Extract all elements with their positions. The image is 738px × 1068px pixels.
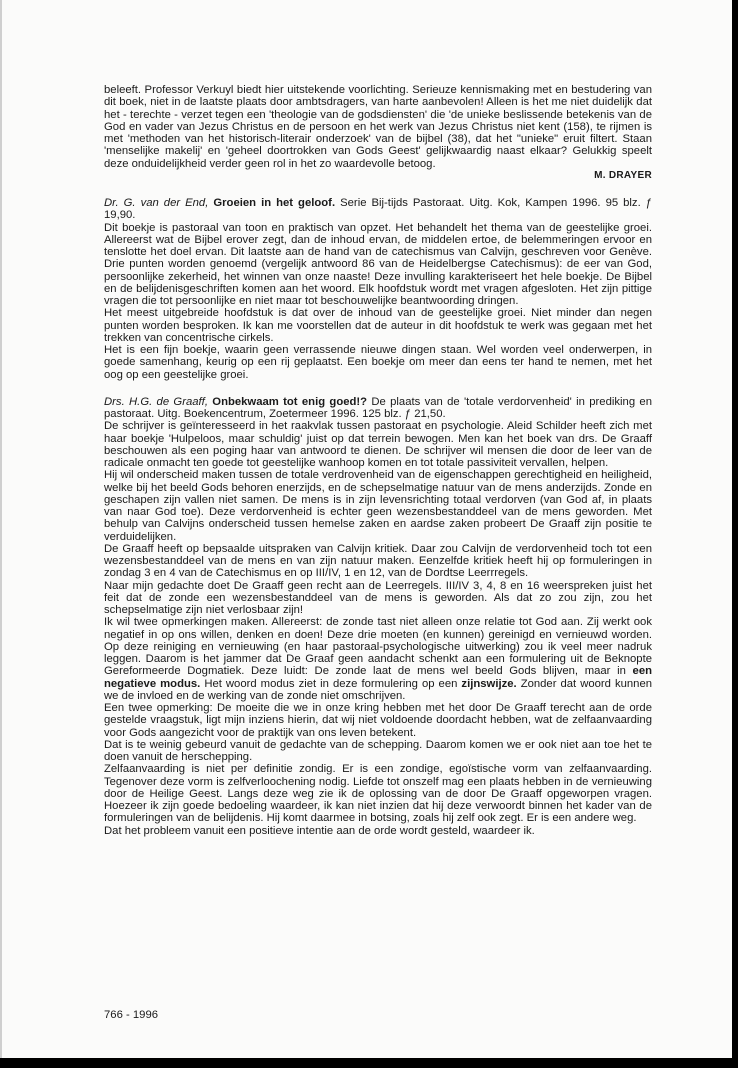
review3-paragraph: De schrijver is geïnteresseerd in het raakvlak tussen pastoraat en psychologie. Aleid Schilder heeft zich met haar boekje 'Hulpeloos, maar schuldig' juist op dat terrein bewogen. Men kan het boek van drs. De Graaff beschouwen als een poging haar van antwoord te dienen. De schrijver wil mensen die door de leer van de radicale onmacht ten goede tot geestelijke wanhoop komen en tot totale passiviteit vervallen, helpen. <box>104 420 652 469</box>
review3-title: Onbekwaam tot enig goed!? <box>212 395 368 408</box>
review3-author: Drs. H.G. de Graaff, <box>104 395 208 408</box>
review2-author: Dr. G. van der End, <box>104 197 209 209</box>
review2-heading <box>104 197 652 222</box>
review3-paragraph: Een twee opmerking: De moeite die we in onze kring hebben met het door De Graaff terecht aan de orde gestelde vraagstuk, ligt mijn inziens hierin, dat wij niet voldoende doordacht hebben, wat de zelfaanvaarding voor Gods aangezicht voor de praktijk van ons leven betekent. <box>104 702 652 739</box>
section-gap <box>104 381 652 396</box>
review3-paragraph: Naar mijn gedachte doet De Graaff geen recht aan de Leerregels. III/IV 3, 4, 8 en 16 weerspreken juist het feit dat de zonde een wezensbestanddeel van de mens is geworden. Als dat zo zou zijn, zou het schepselmatige zijn niet verlosbaar zijn! <box>104 579 652 616</box>
review2-title: Groeien in het geloof. <box>213 197 336 209</box>
review1-signature: M. DRAYER <box>594 169 652 181</box>
review3-p5-text: Zonder dat woord kunnen we de invloed en de werking van de zonde niet omschrijven. <box>104 677 653 702</box>
review3-p5-text: Het woord modus ziet in deze formulering op een <box>204 677 458 690</box>
review3-paragraph: Zelfaanvaarding is niet per definitie zondig. Er is een zondige, egoïstische vorm van zelfaanvaarding. Tegenover deze vorm is zelfverloochening nodig. Liefde tot onszelf mag een plaats hebben in de vernieuwing door de Heilige Geest. Langs deze weg zie ik de oplossing van de door De Graaff opgeworpen vragen. Hoezeer ik zijn goede bedoeling waardeer, ik kan niet inzien dat hij deze verwoordt binnen het kader van de formuleringen van de belijdenis. Hij komt daarmee in botsing, zoals hij zelf ook zegt. Er is een andere weg. <box>104 763 652 825</box>
review3-p5-bold-zijnswijze: zijnswijze. <box>461 677 517 690</box>
review3-p5-text: Ik wil twee opmerkingen maken. Allereerst: de zonde tast niet alleen onze relatie tot God aan. Zij werkt ook negatief in op ons willen, denken en doen! Deze drie moeten (en kunnen) gereinigd en vernieuwd worden. Op deze reiniging en vernieuwing (en haar pastoraal-psychologische uitwerking) zou ik veel meer nadruk leggen. Daarom is het jammer dat De Graaf geen aandacht schenkt aan een formulering uit de Beknopte Gereformeerde Dogmatiek. Deze luidt: De zonde laat de mens wel beeld Gods blijven, maar in <box>104 616 652 678</box>
review2-paragraph: Het is een fijn boekje, waarin geen verrassende nieuwe dingen staan. Wel worden veel onderwerpen, in goede samenhang, keurig op een rij geplaatst. Een boekje om meer dan eens ter hand te nemen, met het oog op een geestelijke groei. <box>104 344 652 381</box>
review3-paragraph: Dat is te weinig gebeurd vanuit de gedachte van de schepping. Daarom komen we er ook niet aan toe het te doen vanuit de herschepping. <box>104 738 652 763</box>
review3-p5-bold-modus: een negatieve modus. <box>104 665 653 690</box>
review3-paragraph-emphasis <box>104 616 652 702</box>
review3-paragraph: De Graaff heeft op bepsaalde uitspraken van Calvijn kritiek. Daar zou Calvijn de verdorvenheid toch tot een wezensbestanddeel van de mens en van zijn natuur maken. Eenzelfde kritiek heeft hij op formuleringen in zondag 3 en 4 van de Catechismus en op III/IV, 1 en 12, van de Dordtse Leerrregels. <box>104 542 652 580</box>
review3-heading <box>104 396 652 421</box>
scan-edge-bottom <box>0 1058 738 1068</box>
text-column <box>104 84 652 837</box>
review1-paragraph: beleeft. Professor Verkuyl biedt hier uitstekende voorlichting. Serieuze kennismaking met en bestudering van dit boek, niet in de laatste plaats door ambtsdragers, van harte aanbevolen! Alleen is het me niet duidelijk dat het - terechte - verzet tegen een 'theologie van de godsdiensten' die 'de unieke beslissende betekenis van de God en vader van Jezus Christus en de persoon en het werk van Jezus Christus niet kent (158), te rijmen is met 'methoden van het historisch-literair onderzoek' van de bijbel (38), dat het "unieke" eruit filtert. Staan 'menselijke makelij' en 'geheel doortrokken van Gods Geest' gelijkwaardig naast elkaar? Gelukkig speelt deze onduidelijkheid verder geen rol in het zo waardevolle betoog. <box>104 84 652 170</box>
scan-edge-left <box>0 0 2 1068</box>
review3-publication: De plaats van de 'totale verdorvenheid' in prediking en pastoraat. Uitg. Boekencentrum, Zoetermeer 1996. 125 blz. ƒ 21,50. <box>104 395 652 420</box>
section-gap <box>104 182 652 197</box>
review3-paragraph: Hij wil onderscheid maken tussen de totale verdrovenheid van de eigenschappen gerechtigheid en heiligheid, welke bij het beeld Gods behoren enerzijds, en de schepselmatige natuur van de mens anderzijds. Zonde en geschapen zijn vallen niet samen. De mens is in zijn levensrichting totaal verdorven (van God af, in plaats van naar God toe). Deze verdorvenheid is echter geen wezensbestanddeel van de mens geworden. Met behulp van Calvijns onderscheid tussen hemelse zaken en aardse zaken probeert De Graaff zijn positie te verduidelijken. <box>104 469 652 543</box>
review2-publication: Serie Bij-tijds Pastoraat. Uitg. Kok, Kampen 1996. 95 blz. ƒ 19,90. <box>104 197 653 222</box>
review2-paragraph: Het meest uitgebreide hoofdstuk is dat over de inhoud van de geestelijke groei. Niet minder dan negen punten worden besproken. Ik kan me voorstellen dat de auteur in dit hoofdstuk te werk was gegaan met het trekken van concentrische cirkels. <box>104 307 652 344</box>
review3-paragraph: Dat het probleem vanuit een positieve intentie aan de orde wordt gesteld, waardeer ik. <box>104 824 535 837</box>
scan-edge-right <box>732 0 738 1068</box>
review2-paragraph: Dit boekje is pastoraal van toon en praktisch van opzet. Het behandelt het thema van de geestelijke groei. Allereerst wat de Bijbel erover zegt, dan de inhoud ervan, de middelen ertoe, de belemmeringen ervoor en tenslotte het doel ervan. Dit laatste aan de hand van de catechismus van Calvijn, geschreven voor Genève. Drie punten worden genoemd (vergelijk antwoord 86 van de Heidelbergse Catechismus): de eer van God, persoonlijke zekerheid, het winnen van onze naaste! Deze invulling karakteriseert het hele boekje. De Bijbel en de belijdenisgeschriften komen aan het woord. Elk hoofdstuk wordt met vragen afgesloten. Het zijn pittige vragen die tot persoonlijke en niet maar tot beschouwelijke beantwoording dringen. <box>104 221 652 307</box>
page-number: 766 - 1996 <box>104 1009 159 1021</box>
